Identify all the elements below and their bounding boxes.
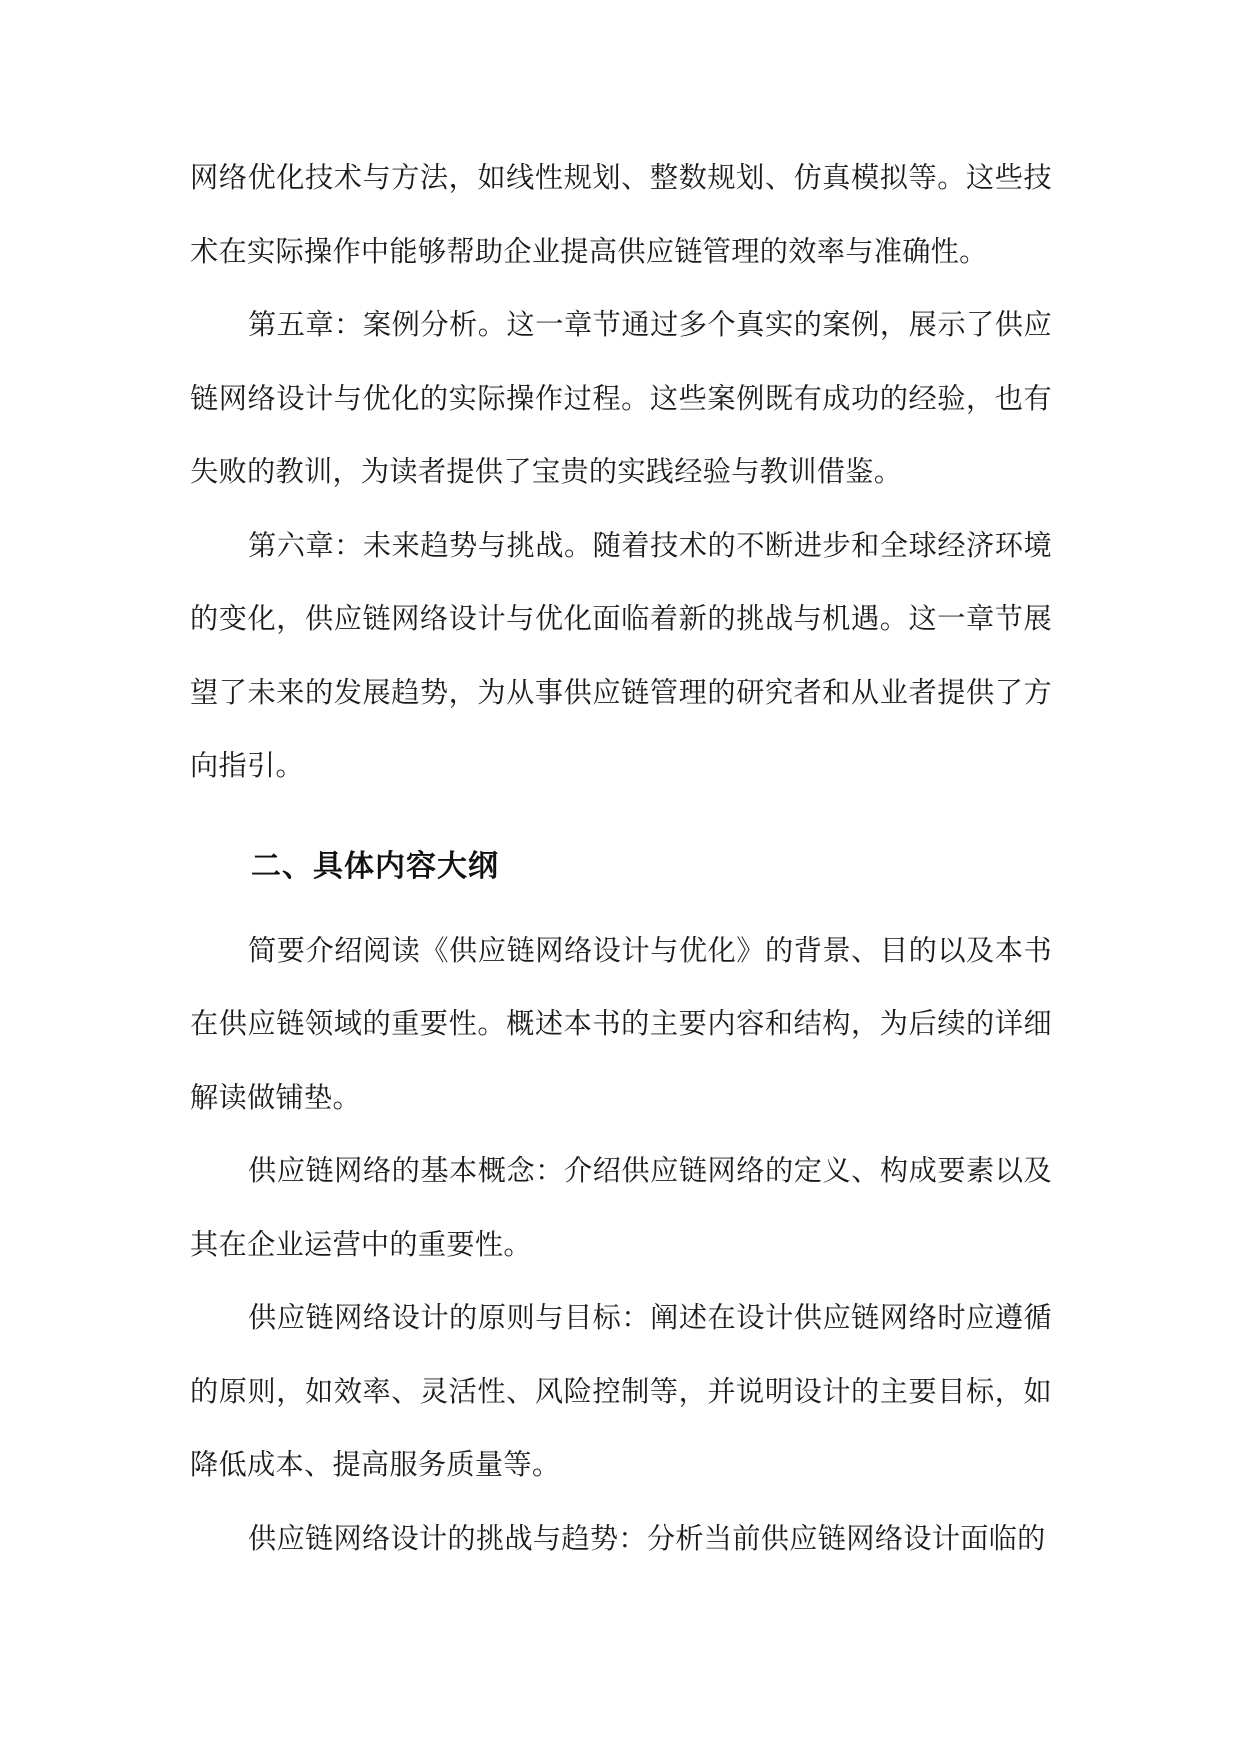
- paragraph-challenges-trends: 供应链网络设计的挑战与趋势：分析当前供应链网络设计面临的: [248, 1521, 1046, 1555]
- paragraph-introduction: 简要介绍阅读《供应链网络设计与优化》的背景、目的以及本书在供应链领域的重要性。概述本书的主要内容和结构，为后续的详细解读做铺垫。: [190, 933, 1052, 1114]
- section-heading: 二、具体内容大纲: [251, 848, 499, 884]
- paragraph-design-principles: 供应链网络设计的原则与目标：阐述在设计供应链网络时应遵循的原则，如效率、灵活性、风险控制等，并说明设计的主要目标，如降低成本、提高服务质量等。: [190, 1301, 1052, 1481]
- paragraph-basic-concepts: 供应链网络的基本概念：介绍供应链网络的定义、构成要素以及其在企业运营中的重要性。: [190, 1154, 1052, 1261]
- paragraph-continuation: 网络优化技术与方法，如线性规划、整数规划、仿真模拟等。这些技术在实际操作中能够帮助企业提高供应链管理的效率与准确性。: [190, 161, 1052, 268]
- document-body: [190, 141, 1052, 1575]
- paragraph-chapter-six: 第六章：未来趋势与挑战。随着技术的不断进步和全球经济环境的变化，供应链网络设计与优化面临着新的挑战与机遇。这一章节展望了未来的发展趋势，为从事供应链管理的研究者和从业者提供了方向指引。: [190, 528, 1052, 782]
- paragraph-chapter-five: 第五章：案例分析。这一章节通过多个真实的案例，展示了供应链网络设计与优化的实际操作过程。这些案例既有成功的经验，也有失败的教训，为读者提供了宝贵的实践经验与教训借鉴。: [190, 308, 1052, 488]
